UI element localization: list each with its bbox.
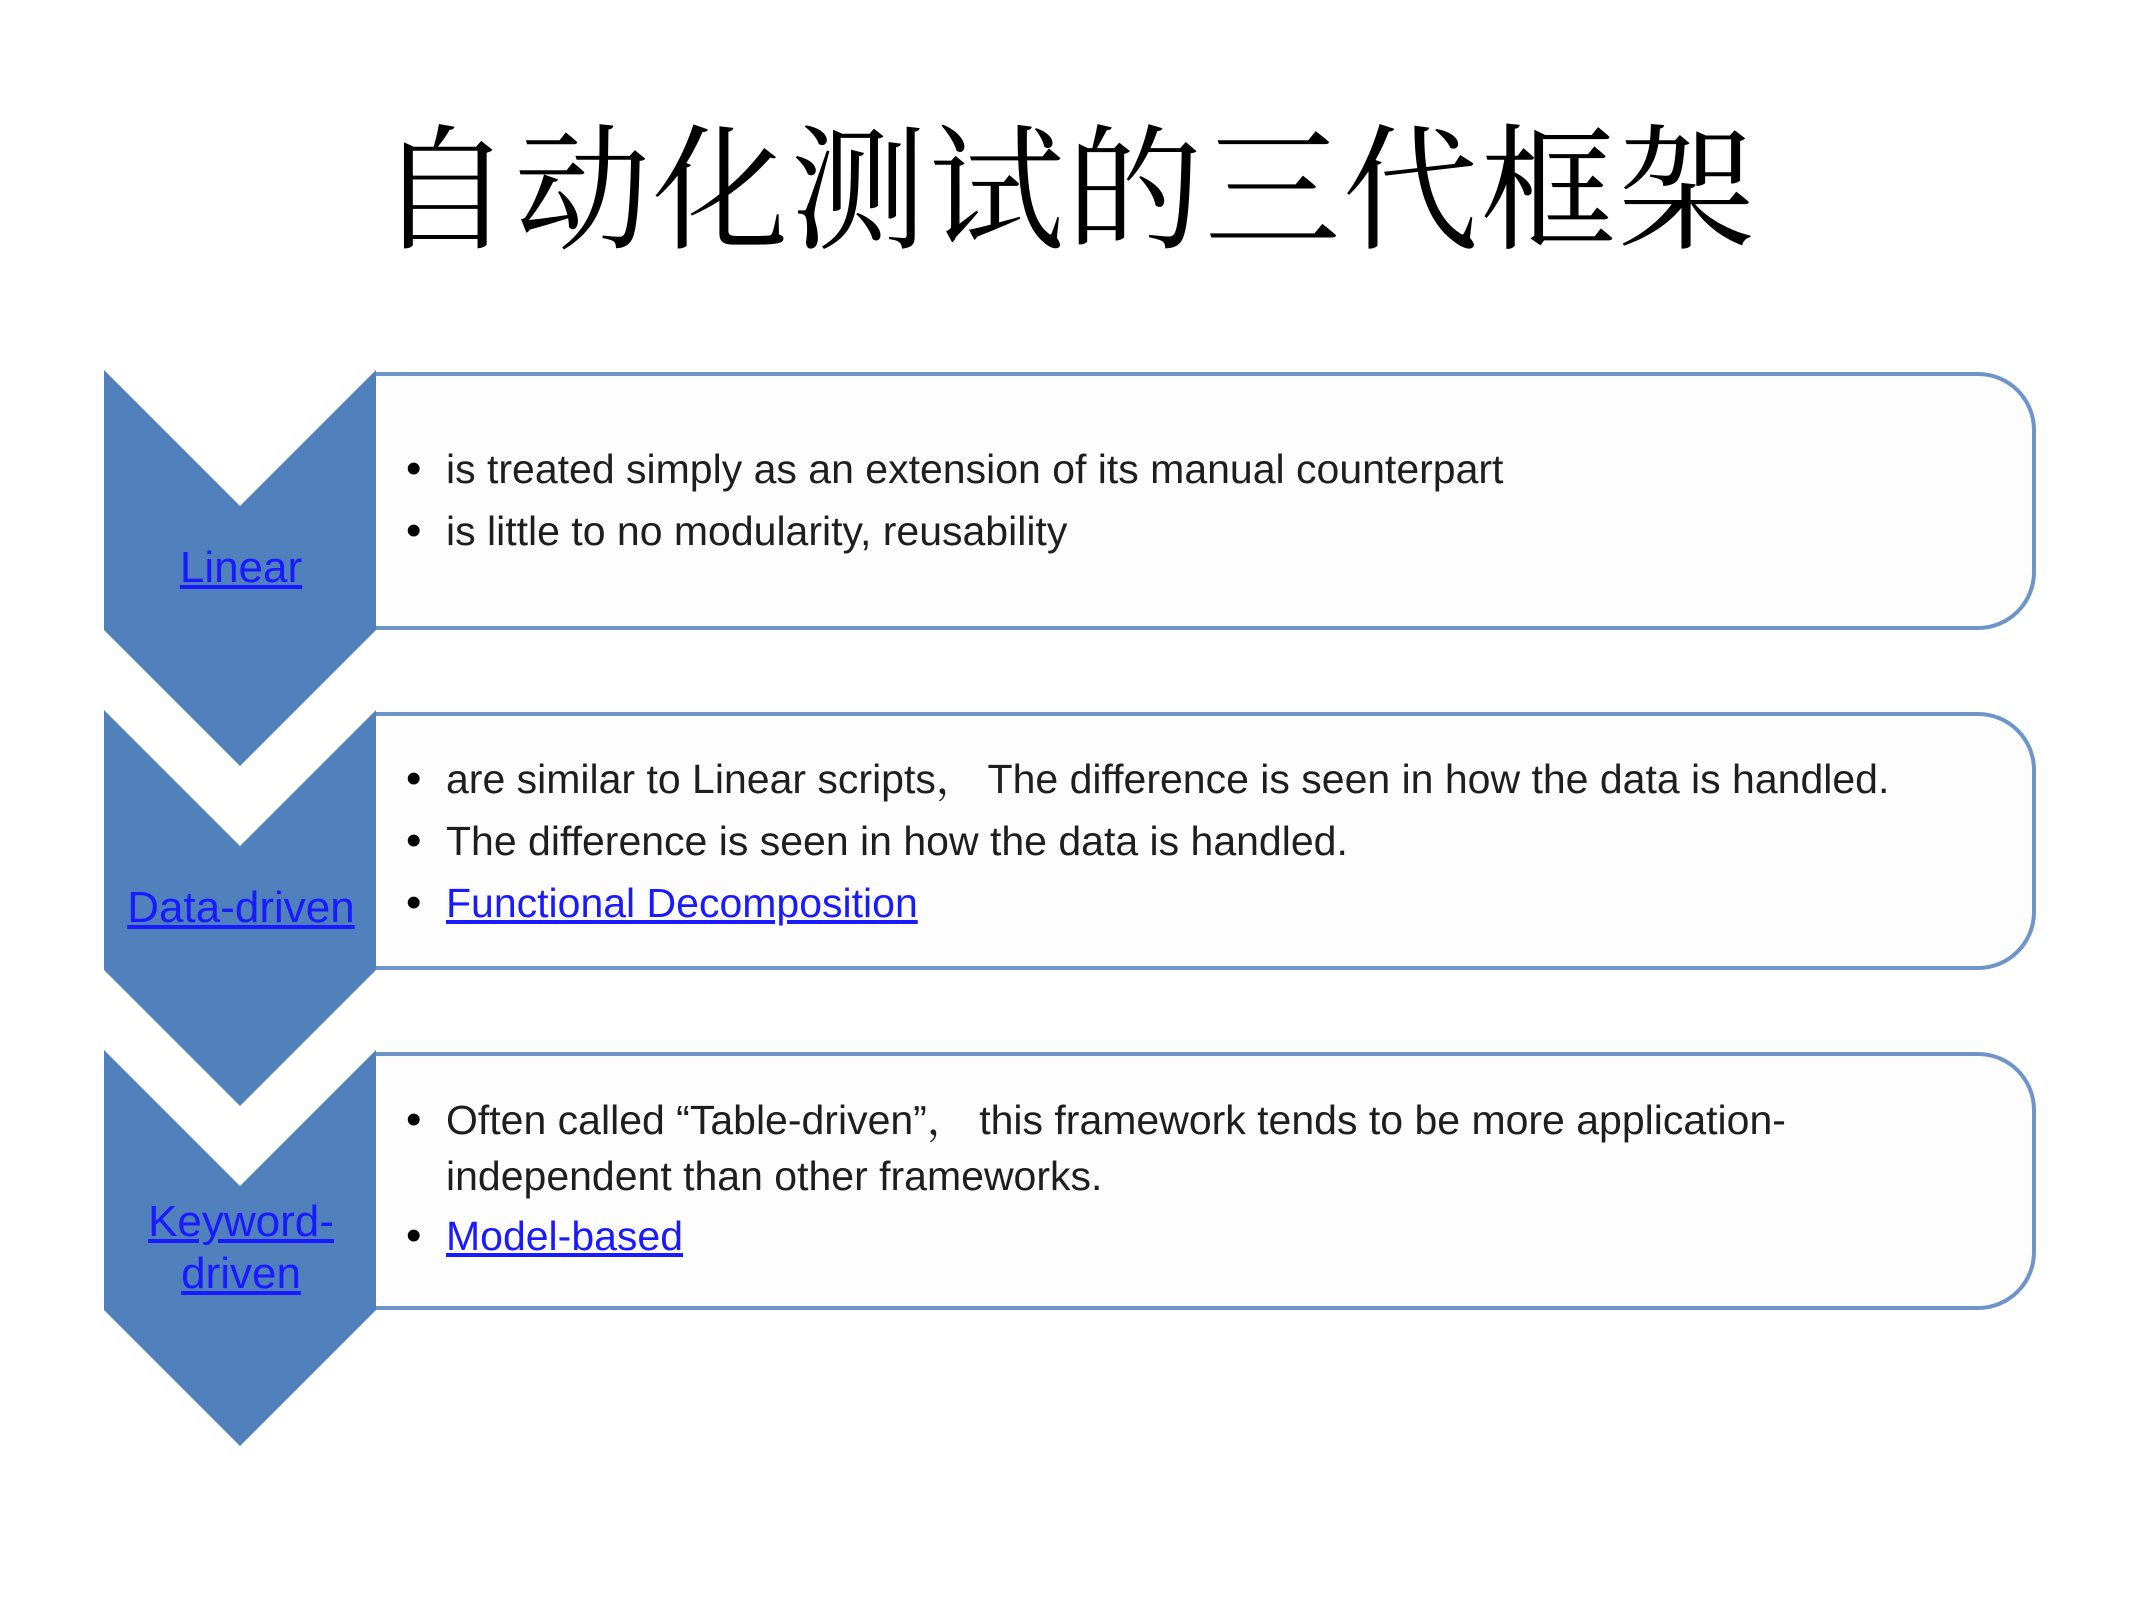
bullet-item: • is treated simply as an extension of its manual counterpart	[446, 438, 1503, 500]
bullet-item: • is little to no modularity, reusability	[446, 500, 1503, 562]
keyword-driven-bullets	[446, 1092, 1786, 1264]
bullet-text-line1: • Often called “Table-driven”， this framework tends to be more application-	[446, 1097, 1786, 1143]
bullet-item	[446, 1208, 1786, 1264]
data-driven-bullets	[446, 748, 1889, 934]
keyword-driven-label-line1: Keyword-	[148, 1197, 334, 1246]
linear-bullets	[446, 438, 1503, 562]
bullet-item	[446, 1092, 1786, 1204]
linear-link[interactable]: Linear	[179, 543, 303, 592]
bullet-item: • are similar to Linear scripts， The difference is seen in how the data is handled.	[446, 748, 1889, 810]
bullet-item: • The difference is seen in how the data is handled.	[446, 810, 1889, 872]
bullet-text-line2: independent than other frameworks.	[446, 1153, 1103, 1199]
data-driven-link[interactable]: Data-driven	[127, 883, 355, 932]
keyword-driven-label-line2: driven	[181, 1249, 301, 1298]
functional-decomposition-link[interactable]: Functional Decomposition	[446, 880, 918, 926]
bullet-item	[446, 872, 1889, 934]
keyword-driven-link[interactable]	[104, 1196, 378, 1300]
slide-title: 自动化测试的三代框架	[376, 113, 1757, 271]
model-based-link[interactable]: Model-based	[446, 1213, 684, 1259]
